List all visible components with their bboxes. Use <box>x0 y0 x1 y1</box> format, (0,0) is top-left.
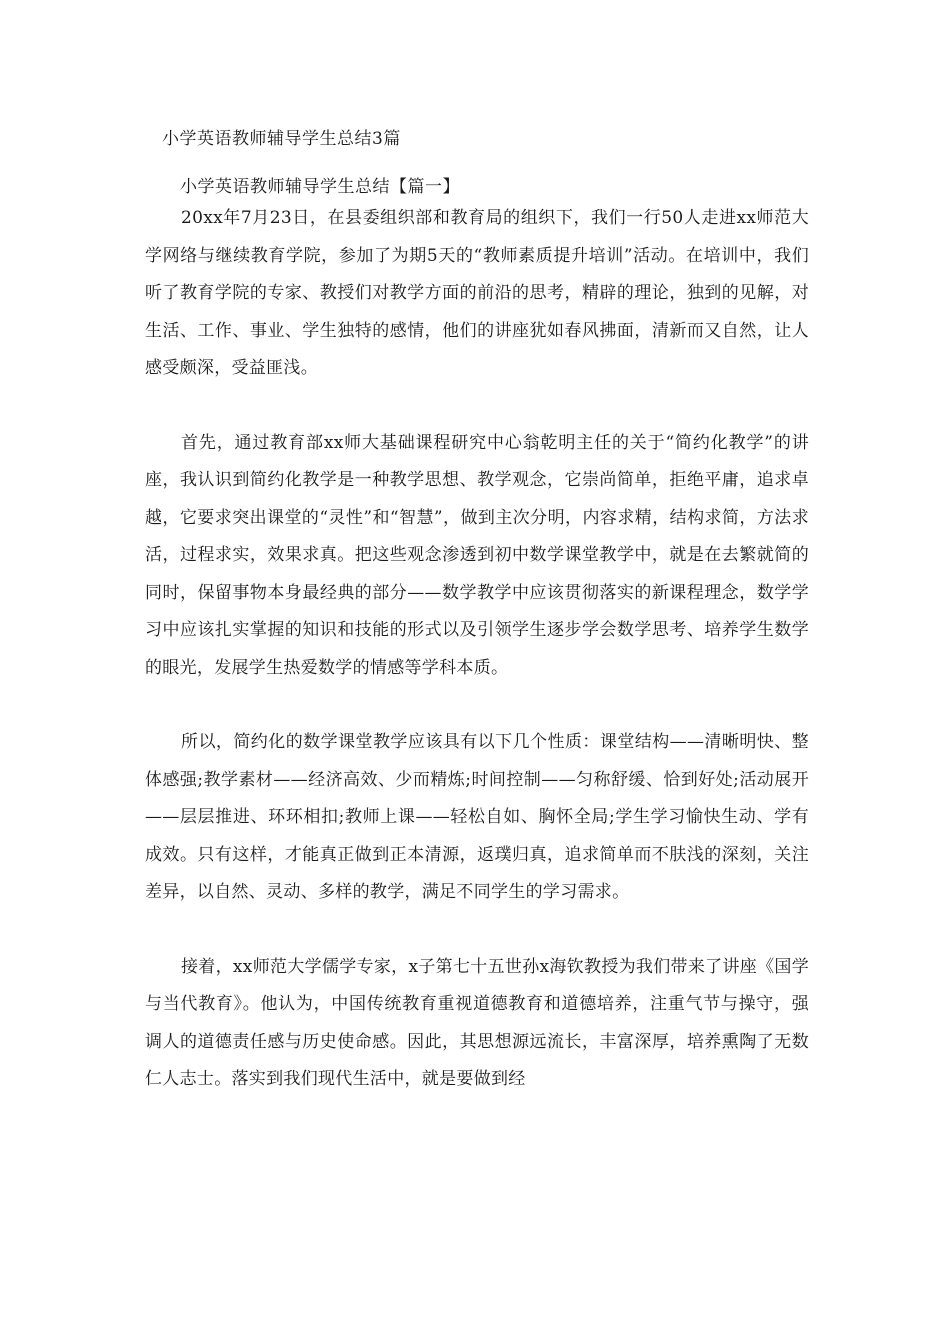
paragraph: 20xx年7月23日，在县委组织部和教育局的组织下，我们一行50人走进xx师范大学网络与继续教育学院，参加了为期5天的“教师素质提升培训”活动。在培训中，我们听了教育学院的专家、教授们对教学方面的前沿的思考，精辟的理论，独到的见解，对生活、工作、事业、学生独特的感情，他们的讲座犹如春风拂面，清新而又自然，让人感受颇深，受益匪浅。 <box>145 208 809 378</box>
paragraph: 接着，xx师范大学儒学专家，x子第七十五世孙x海钦教授为我们带来了讲座《国学与当代教育》。他认为，中国传统教育重视道德教育和道德培养，注重气节与操守，强调人的道德责任感与历史使命感。因此，其思想源远流长，丰富深厚，培养熏陶了无数仁人志士。落实到我们现代生活中，就是要做到经 <box>145 956 809 1089</box>
paragraph: 首先，通过教育部xx师大基础课程研究中心翁乾明主任的关于“简约化教学”的讲座，我认识到简约化教学是一种教学思想、教学观念，它崇尚简单，拒绝平庸，追求卓越，它要求突出课堂的“灵性”和“智慧”，做到主次分明，内容求精，结构求简，方法求活，过程求实，效果求真。把这些观念渗透到初中数学课堂教学中，就是在去繁就简的同时，保留事物本身最经典的部分——数学教学中应该贯彻落实的新课程理念，数学学习中应该扎实掌握的知识和技能的形式以及引领学生逐步学会数学思考、培养学生数学的眼光，发展学生热爱数学的情感等学科本质。 <box>145 432 809 678</box>
document-title: 小学英语教师辅导学生总结3篇 <box>162 129 401 149</box>
paragraph: 所以，简约化的数学课堂教学应该具有以下几个性质：课堂结构——清晰明快、整体感强;教学素材——经济高效、少而精炼;时间控制——匀称舒缓、恰到好处;活动展开——层层推进、环环相扣;教师上课——轻松自如、胸怀全局;学生学习愉快生动、学有成效。只有这样，才能真正做到正本清源，返璞归真，追求简单而不肤浅的深刻，关注差异，以自然、灵动、多样的教学，满足不同学生的学习需求。 <box>145 732 809 902</box>
section-title: 小学英语教师辅导学生总结【篇一】 <box>180 177 460 197</box>
document-body <box>145 200 809 1099</box>
